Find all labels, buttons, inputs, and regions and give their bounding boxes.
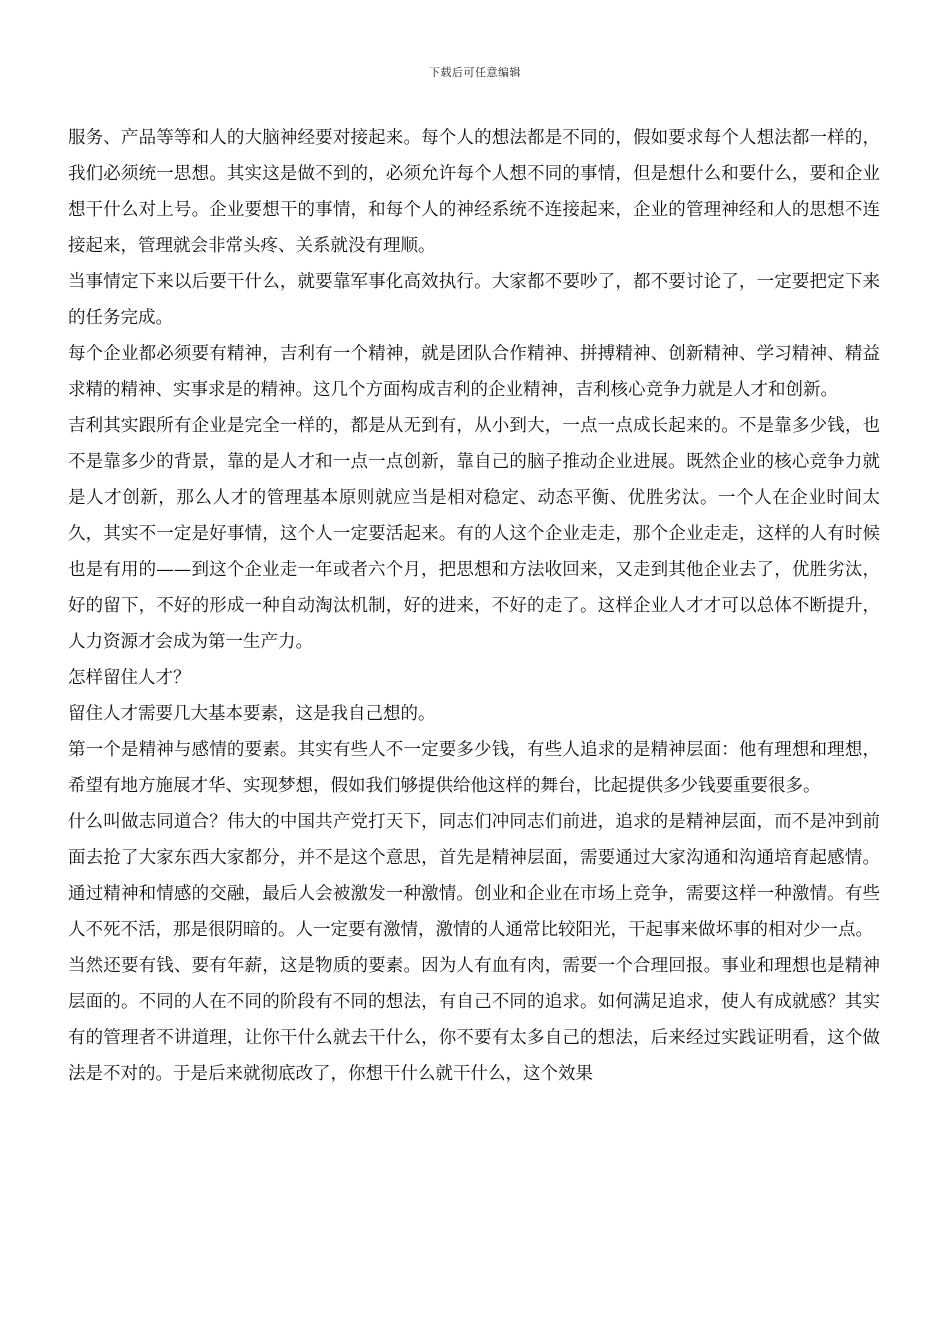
- paragraph: 留住人才需要几大基本要素，这是我自己想的。: [68, 704, 436, 724]
- paragraph: 第一个是精神与感情的要素。其实有些人不一定要多少钱，有些人追求的是精神层面：他有理想和理想，希望有地方施展才华、实现梦想，假如我们够提供给他这样的舞台，比起提供多少钱要重要很多。: [68, 740, 880, 796]
- paragraph: 当事情定下来以后要干什么，就要靠军事化高效执行。大家都不要吵了，都不要讨论了，一定要把定下来的任务完成。: [68, 272, 880, 328]
- paragraph: 服务、产品等等和人的大脑神经要对接起来。每个人的想法都是不同的，假如要求每个人想法都一样的，我们必须统一思想。其实这是做不到的，必须允许每个人想不同的事情，但是想什么和要什么，要和企业想干什么对上号。企业要想干的事情，和每个人的神经系统不连接起来，企业的管理神经和人的思想不连接起来，管理就会非常头疼、关系就没有理顺。: [68, 128, 880, 256]
- paragraph: 每个企业都必须要有精神，吉利有一个精神，就是团队合作精神、拼搏精神、创新精神、学习精神、精益求精的精神、实事求是的精神。这几个方面构成吉利的企业精神，吉利核心竞争力就是人才和创新。: [68, 344, 880, 400]
- paragraph: 吉利其实跟所有企业是完全一样的，都是从无到有，从小到大，一点一点成长起来的。不是靠多少钱，也不是靠多少的背景，靠的是人才和一点一点创新，靠自己的脑子推动企业进展。既然企业的核心竞争力就是人才创新，那么人才的管理基本原则就应当是相对稳定、动态平衡、优胜劣汰。一个人在企业时间太久，其实不一定是好事情，这个人一定要活起来。有的人这个企业走走，那个企业走走，这样的人有时候也是有用的——到这个企业走一年或者六个月，把思想和方法收回来，又走到其他企业去了，优胜劣汰，好的留下，不好的形成一种自动淘汰机制，好的进来，不好的走了。这样企业人才才可以总体不断提升，人力资源才会成为第一生产力。: [68, 416, 880, 652]
- paragraph: 什么叫做志同道合？伟大的中国共产党打天下，同志们冲同志们前进，追求的是精神层面，而不是冲到前面去抢了大家东西大家都分，并不是这个意思，首先是精神层面，需要通过大家沟通和沟通培育起感情。通过精神和情感的交融，最后人会被激发一种激情。创业和企业在市场上竞争，需要这样一种激情。有些人不死不活，那是很阴暗的。人一定要有激情，激情的人通常比较阳光，干起事来做坏事的相对少一点。: [68, 812, 880, 940]
- document-body: [68, 120, 880, 1092]
- paragraph: 当然还要有钱、要有年薪，这是物质的要素。因为人有血有肉，需要一个合理回报。事业和理想也是精神层面的。不同的人在不同的阶段有不同的想法，有自己不同的追求。如何满足追求，使人有成就感？其实有的管理者不讲道理，让你干什么就去干什么，你不要有太多自己的想法，后来经过实践证明看，这个做法是不对的。于是后来就彻底改了，你想干什么就干什么，这个效果: [68, 956, 880, 1084]
- section-heading: 怎样留住人才？: [68, 668, 191, 688]
- page-header: 下载后可任意编辑: [429, 66, 521, 79]
